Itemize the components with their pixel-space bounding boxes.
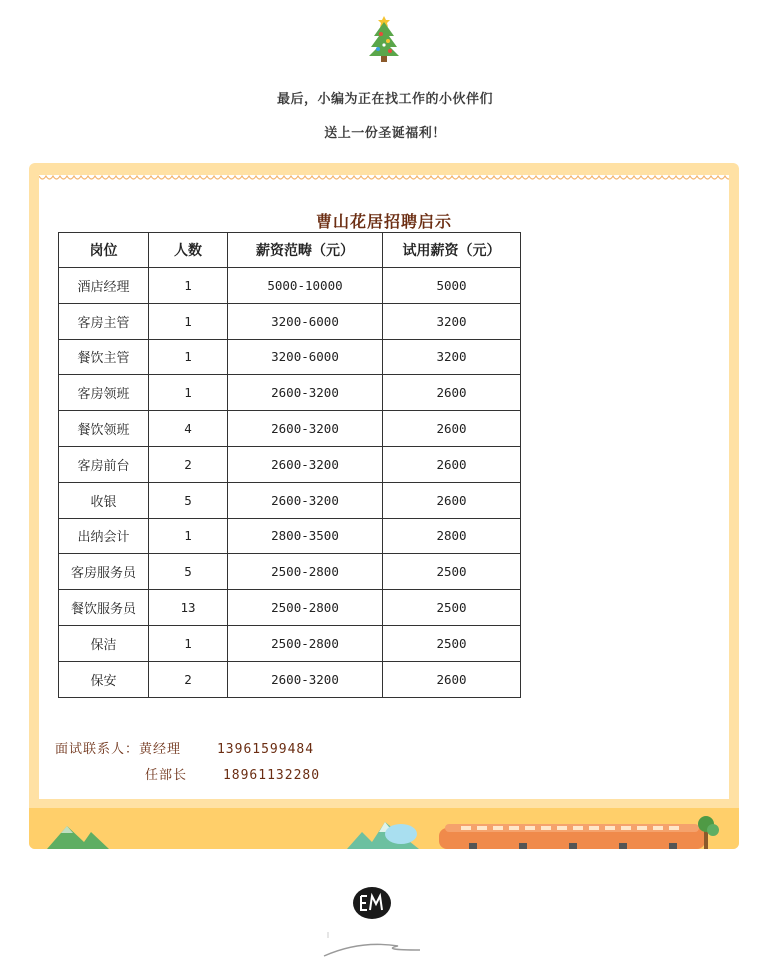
jobs-table bbox=[58, 232, 521, 698]
cell-salary-range: 2500-2800 bbox=[228, 625, 383, 661]
table-row bbox=[59, 518, 521, 554]
cell-count: 1 bbox=[149, 268, 228, 304]
cell-salary-range: 2600-3200 bbox=[228, 411, 383, 447]
landscape-train-decoration bbox=[29, 808, 739, 849]
cell-count: 2 bbox=[149, 446, 228, 482]
cell-count: 5 bbox=[149, 482, 228, 518]
cell-salary-range: 2600-3200 bbox=[228, 446, 383, 482]
cell-count: 5 bbox=[149, 554, 228, 590]
header-position: 岗位 bbox=[59, 233, 149, 268]
table-row bbox=[59, 482, 521, 518]
table-row bbox=[59, 554, 521, 590]
table-header-row bbox=[59, 233, 521, 268]
cell-trial-salary: 2500 bbox=[383, 590, 521, 626]
contact-phone-1: 13961599484 bbox=[216, 742, 315, 757]
em-logo-icon bbox=[352, 886, 392, 920]
contact-name-2: 任部长 bbox=[145, 768, 188, 783]
scallop-border bbox=[39, 175, 729, 183]
swoosh-decoration bbox=[320, 928, 430, 962]
cell-salary-range: 5000-10000 bbox=[228, 268, 383, 304]
intro-line-2: 送上一份圣诞福利！ bbox=[324, 126, 446, 141]
table-row bbox=[59, 411, 521, 447]
cell-salary-range: 3200-6000 bbox=[228, 339, 383, 375]
cell-position: 收银 bbox=[59, 482, 149, 518]
cell-position: 餐饮服务员 bbox=[59, 590, 149, 626]
table-row bbox=[59, 446, 521, 482]
cell-trial-salary: 2600 bbox=[383, 411, 521, 447]
intro-line-1: 最后，小编为正在找工作的小伙伴们 bbox=[276, 92, 493, 107]
contact-phone-2: 18961132280 bbox=[222, 768, 321, 783]
cell-count: 1 bbox=[149, 303, 228, 339]
cell-count: 2 bbox=[149, 661, 228, 697]
cell-position: 保洁 bbox=[59, 625, 149, 661]
contact-name-1: 黄经理 bbox=[139, 742, 182, 757]
contact-row-2 bbox=[145, 764, 320, 783]
cell-trial-salary: 3200 bbox=[383, 339, 521, 375]
table-row bbox=[59, 661, 521, 697]
cell-position: 餐饮主管 bbox=[59, 339, 149, 375]
cell-position: 酒店经理 bbox=[59, 268, 149, 304]
cell-position: 客房服务员 bbox=[59, 554, 149, 590]
cell-trial-salary: 2500 bbox=[383, 554, 521, 590]
cell-position: 客房领班 bbox=[59, 375, 149, 411]
cell-trial-salary: 2600 bbox=[383, 661, 521, 697]
header-count: 人数 bbox=[149, 233, 228, 268]
header-trial-salary: 试用薪资（元） bbox=[383, 233, 521, 268]
cell-trial-salary: 2800 bbox=[383, 518, 521, 554]
cell-count: 1 bbox=[149, 339, 228, 375]
recruitment-sheet bbox=[39, 175, 729, 799]
cell-trial-salary: 2600 bbox=[383, 446, 521, 482]
cell-salary-range: 2600-3200 bbox=[228, 482, 383, 518]
contact-row-1 bbox=[55, 738, 314, 757]
table-row bbox=[59, 339, 521, 375]
christmas-tree-icon bbox=[366, 14, 402, 62]
notice-title: 曹山花居招聘启示 bbox=[315, 212, 452, 231]
cell-trial-salary: 3200 bbox=[383, 303, 521, 339]
table-row bbox=[59, 303, 521, 339]
cell-trial-salary: 2500 bbox=[383, 625, 521, 661]
cell-count: 1 bbox=[149, 625, 228, 661]
cell-count: 13 bbox=[149, 590, 228, 626]
cell-count: 4 bbox=[149, 411, 228, 447]
cell-salary-range: 2600-3200 bbox=[228, 661, 383, 697]
table-row bbox=[59, 375, 521, 411]
cell-position: 餐饮领班 bbox=[59, 411, 149, 447]
cell-count: 1 bbox=[149, 375, 228, 411]
recruitment-card bbox=[29, 163, 739, 849]
cell-salary-range: 2500-2800 bbox=[228, 554, 383, 590]
cell-position: 出纳会计 bbox=[59, 518, 149, 554]
cell-position: 保安 bbox=[59, 661, 149, 697]
header-salary-range: 薪资范畴（元） bbox=[228, 233, 383, 268]
cell-trial-salary: 2600 bbox=[383, 482, 521, 518]
cell-salary-range: 2800-3500 bbox=[228, 518, 383, 554]
table-row bbox=[59, 268, 521, 304]
table-row bbox=[59, 625, 521, 661]
cell-salary-range: 3200-6000 bbox=[228, 303, 383, 339]
table-row bbox=[59, 590, 521, 626]
cell-trial-salary: 5000 bbox=[383, 268, 521, 304]
cell-salary-range: 2500-2800 bbox=[228, 590, 383, 626]
cell-salary-range: 2600-3200 bbox=[228, 375, 383, 411]
cell-position: 客房前台 bbox=[59, 446, 149, 482]
contact-label: 面试联系人： bbox=[55, 742, 140, 757]
cell-count: 1 bbox=[149, 518, 228, 554]
cell-trial-salary: 2600 bbox=[383, 375, 521, 411]
cell-position: 客房主管 bbox=[59, 303, 149, 339]
